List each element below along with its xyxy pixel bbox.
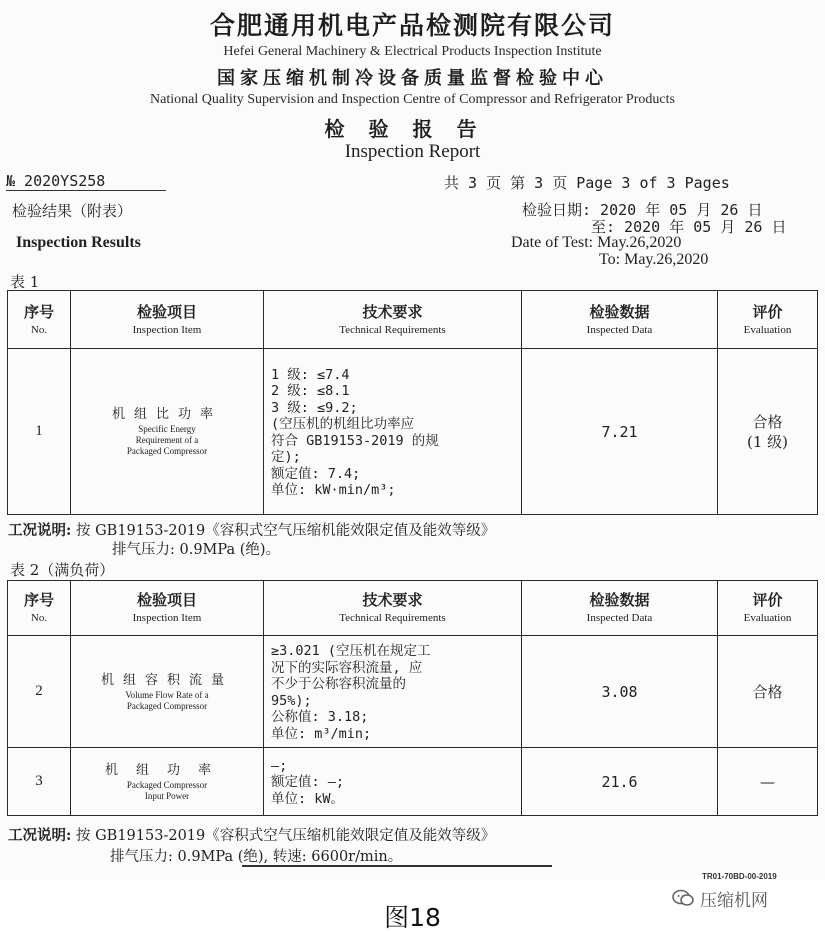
table-row xyxy=(8,748,818,816)
table1-label: 表 1 xyxy=(10,273,40,291)
row-number: 3 xyxy=(8,748,71,816)
test-date-to-cn: 至: 2020 年 05 月 26 日 xyxy=(591,218,787,236)
technical-requirements: —; 额定值: —; 单位: kW。 xyxy=(264,748,522,816)
technical-requirements: 1 级: ≤7.4 2 级: ≤8.1 3 级: ≤9.2; (空压机的机组比功率应 符合 GB19153-2019 的规 定); 额定值: 7.4; 单位: kW·min/m³; xyxy=(264,349,522,515)
report-number: № 2020YS258 xyxy=(6,172,166,191)
test-date-from-cn: 检验日期: 2020 年 05 月 26 日 xyxy=(522,201,763,219)
center-name-cn: 国家压缩机制冷设备质量监督检验中心 xyxy=(217,68,608,89)
results-heading-cn: 检验结果（附表） xyxy=(12,202,133,220)
row-number: 1 xyxy=(8,349,71,515)
evaluation: — xyxy=(718,748,818,816)
inspected-data: 7.21 xyxy=(522,349,718,515)
results-table-1 xyxy=(7,290,818,515)
table-header-row xyxy=(8,291,818,349)
test-date-en: Date of Test: May.26,2020 xyxy=(511,234,682,251)
table-header-row xyxy=(8,581,818,636)
row-number: 2 xyxy=(8,636,71,748)
col-data: 检验数据 Inspected Data xyxy=(522,291,718,349)
table2-label: 表 2（满负荷） xyxy=(10,561,115,579)
table-row xyxy=(8,636,818,748)
col-item: 检验项目 Inspection Item xyxy=(71,581,264,636)
center-name-en: National Quality Supervision and Inspection Centre of Compressor and Refrigerator Products xyxy=(150,92,675,107)
col-evaluation: 评价 Evaluation xyxy=(718,291,818,349)
form-code: TR01-70BD-00-2019 xyxy=(702,872,777,881)
figure-caption: 图18 xyxy=(384,903,441,932)
table2-note-line1: 工况说明: 按 GB19153-2019《容积式空气压缩机能效限定值及能效等级》 xyxy=(8,827,496,844)
table2-note-line2: 排气压力: 0.9MPa (绝), 转速: 6600r/min。 xyxy=(110,849,403,865)
inspected-data: 3.08 xyxy=(522,636,718,748)
results-heading-en: Inspection Results xyxy=(16,234,141,251)
table1-note-line2: 排气压力: 0.9MPa (绝)。 xyxy=(112,542,281,558)
col-no: 序号 No. xyxy=(8,581,71,636)
report-title-en: Inspection Report xyxy=(344,141,481,162)
watermark-text: 压缩机网 xyxy=(700,890,768,911)
col-data: 检验数据 Inspected Data xyxy=(522,581,718,636)
col-requirements: 技术要求 Technical Requirements xyxy=(264,291,522,349)
inspected-data: 21.6 xyxy=(522,748,718,816)
evaluation: 合格 xyxy=(718,636,818,748)
table1-note-line1: 工况说明: 按 GB19153-2019《容积式空气压缩机能效限定值及能效等级》 xyxy=(8,522,496,539)
inspection-item: 机组功率 Packaged Compressor Input Power xyxy=(71,748,264,816)
col-evaluation: 评价 Evaluation xyxy=(718,581,818,636)
table-row xyxy=(8,349,818,515)
page-info: 共 3 页 第 3 页 Page 3 of 3 Pages xyxy=(444,174,730,192)
results-table-2 xyxy=(7,580,818,816)
report-title-cn: 检验报告 xyxy=(324,117,501,141)
note-underline xyxy=(242,865,552,867)
org-name-en: Hefei General Machinery & Electrical Products Inspection Institute xyxy=(223,44,602,59)
inspection-item: 机组比功率 Specific Energy Requirement of a Packaged Compressor xyxy=(71,349,264,515)
technical-requirements: ≥3.021 (空压机在规定工 况下的实际容积流量, 应 不少于公称容积流量的 95%); 公称值: 3.18; 单位: m³/min; xyxy=(264,636,522,748)
col-requirements: 技术要求 Technical Requirements xyxy=(264,581,522,636)
evaluation: 合格 (1 级) xyxy=(718,349,818,515)
org-name-cn: 合肥通用机电产品检测院有限公司 xyxy=(209,11,615,40)
test-date-to-en: To: May.26,2020 xyxy=(599,251,709,268)
inspection-item: 机组容积流量 Volume Flow Rate of a Packaged Compressor xyxy=(71,636,264,748)
col-no: 序号 No. xyxy=(8,291,71,349)
col-item: 检验项目 Inspection Item xyxy=(71,291,264,349)
